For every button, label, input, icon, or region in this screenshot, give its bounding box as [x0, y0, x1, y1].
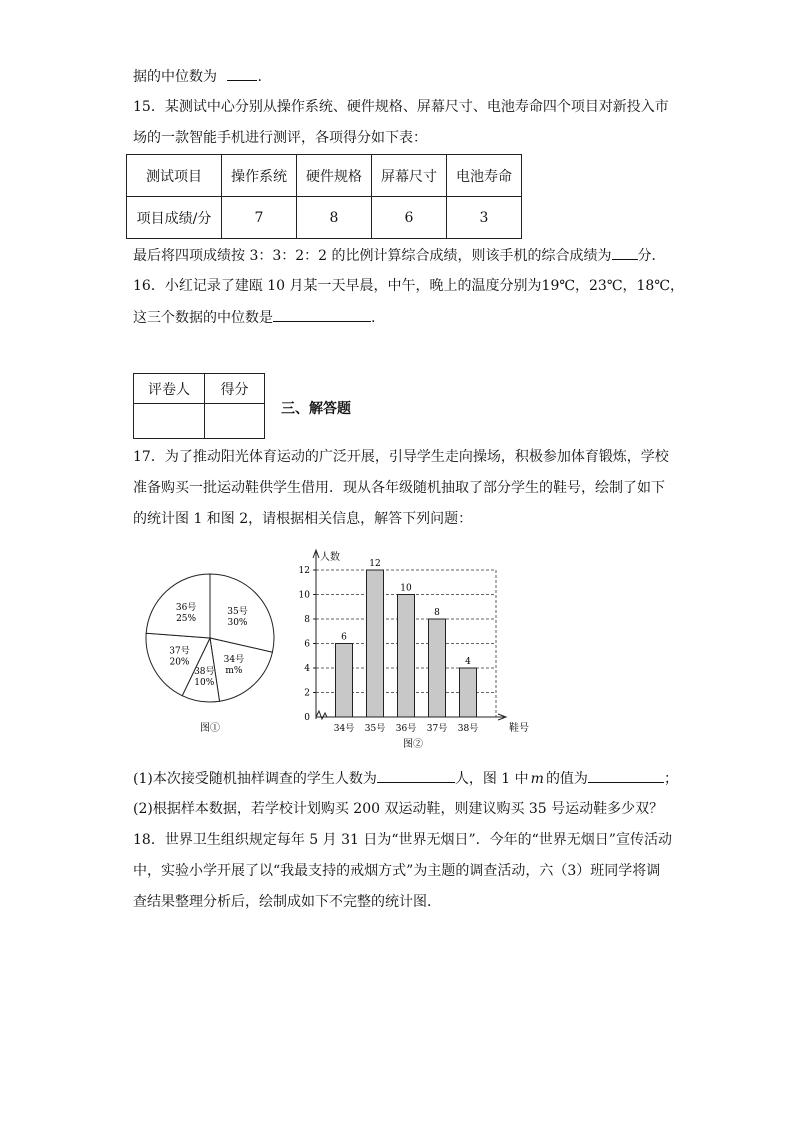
x-tick-label: 38号: [457, 724, 479, 734]
table-row: [134, 404, 265, 439]
y-tick-label: 6: [304, 639, 310, 650]
bar-value-label: 12: [369, 559, 381, 569]
separator: ，: [622, 278, 637, 294]
punctuation: ；: [663, 771, 678, 787]
table-header-cell: 测试项目: [127, 155, 222, 197]
q17-line1: 17．为了推动阳光体育运动的广泛开展，引导学生走向操场，积极参加体育锻炼，学校: [133, 449, 669, 465]
q18-line3: 查结果整理分析后，绘制成如下不完整的统计图．: [133, 894, 441, 910]
q15-line3-unit: 分．: [637, 248, 666, 264]
q17-sub1-text: 的值为: [545, 771, 588, 787]
x-tick-label: 34号: [333, 724, 355, 734]
table-cell: 7: [222, 197, 297, 239]
pie-slice-label: 37号: [169, 646, 190, 657]
temp-value: 18℃: [636, 278, 670, 294]
q18-line1: 18．世界卫生组织规定每年 5 月 31 日为“世界无烟日”．今年的“世界无烟日”宣传活动: [133, 832, 672, 848]
x-axis-label: 鞋号: [509, 723, 529, 734]
variable-m: m: [530, 771, 544, 787]
q17-sub1: [133, 768, 678, 789]
table-cell: 6: [372, 197, 447, 239]
prev-question-tail: [133, 66, 262, 87]
bar-value-label: 4: [465, 657, 471, 667]
q15-line1: 15．某测试中心分别从操作系统、硬件规格、屏幕尺寸、电池寿命四个项目对新投入市: [133, 99, 669, 115]
pie-slice-label: 35号: [227, 607, 248, 618]
answer-blank: [612, 245, 638, 260]
separator: ，: [575, 278, 590, 294]
bar: [336, 644, 353, 718]
temp-value: 23℃: [589, 278, 623, 294]
prev-question-text: 据的中位数为: [133, 69, 217, 85]
bar-value-label: 8: [434, 608, 440, 618]
q16-line2: [133, 307, 375, 328]
q17-line3: 的统计图 1 和图 2，请根据相关信息，解答下列问题：: [133, 511, 473, 527]
pie-slice-label: 38号: [194, 667, 215, 677]
q17-line2: 准备购买一批运动鞋供学生借用．现从各年级随机抽取了部分学生的鞋号，绘制了如下: [133, 480, 665, 496]
answer-blank: [227, 66, 257, 81]
grader-cell[interactable]: [134, 404, 205, 439]
q15-line2: 场的一款智能手机进行测评，各项得分如下表：: [133, 130, 427, 146]
bar: [398, 595, 415, 718]
temp-value: 19℃: [541, 278, 576, 294]
table-header-cell: 电池寿命: [447, 155, 522, 197]
pie-slice-value: 30%: [227, 618, 248, 629]
table-row-label: 项目成绩/分: [127, 197, 222, 239]
bar-value-label: 10: [400, 583, 412, 594]
axis-break: [316, 711, 327, 719]
q15-line3: [133, 245, 666, 266]
q16-line2-text: 这三个数据的中位数是: [133, 310, 273, 326]
section-title: 三、解答题: [281, 401, 351, 417]
pie-slice-value: 25%: [176, 614, 197, 625]
answer-blank: [273, 307, 371, 322]
pie-chart: [146, 574, 274, 702]
q17-sub1-text: 人，图 1 中: [454, 771, 529, 787]
punctuation: .: [371, 310, 376, 326]
y-axis-label: 人数: [320, 552, 340, 563]
q15-line3-text: 最后将四项成绩按 3：3：2：2 的比例计算综合成绩，则该手机的综合成绩为: [133, 248, 612, 264]
q17-sub2: (2)根据样本数据，若学校计划购买 200 双运动鞋，则建议购买 35 号运动鞋多少双？: [133, 801, 664, 817]
q16-line1: [133, 276, 684, 296]
table-row: [127, 155, 522, 197]
bar: [429, 619, 446, 717]
y-tick-label: 8: [304, 615, 310, 625]
y-tick-label: 0: [304, 713, 310, 723]
answer-blank: [377, 768, 455, 783]
grader-table: [133, 373, 265, 439]
x-tick-label: 37号: [426, 724, 448, 734]
x-tick-label: 35号: [364, 724, 386, 734]
y-tick-label: 2: [304, 688, 310, 699]
q17-sub1-text: (1)本次接受随机抽样调查的学生人数为: [133, 771, 377, 787]
pie-slice-value: 20%: [169, 657, 190, 668]
bar-chart: [299, 550, 529, 734]
separator: ，: [669, 278, 684, 294]
x-tick-label: 36号: [395, 724, 417, 734]
grader-header: 评卷人: [134, 374, 205, 404]
table-row: [127, 197, 522, 239]
bar-caption: 图②: [403, 739, 423, 750]
table-header-cell: 操作系统: [222, 155, 297, 197]
y-tick-label: 10: [298, 590, 310, 601]
table-header-cell: 硬件规格: [297, 155, 372, 197]
score-header: 得分: [205, 374, 265, 404]
bar: [460, 668, 477, 717]
score-table: [126, 154, 522, 239]
pie-slice-value: 10%: [194, 678, 215, 688]
score-cell[interactable]: [205, 404, 265, 439]
punctuation: .: [257, 69, 262, 85]
table-row: [134, 374, 265, 404]
table-header-cell: 屏幕尺寸: [372, 155, 447, 197]
bar-value-label: 6: [341, 632, 347, 643]
bar: [367, 570, 384, 717]
table-cell: 8: [297, 197, 372, 239]
y-tick-label: 4: [304, 664, 310, 674]
pie-slice-value: m%: [225, 665, 243, 676]
pie-slice-label: 34号: [223, 654, 245, 665]
q16-line1-text: 16．小红记录了建瓯 10 月某一天早晨，中午，晚上的温度分别为: [133, 278, 542, 294]
pie-slice-label: 36号: [175, 603, 197, 614]
answer-blank: [588, 768, 664, 783]
statistics-figures: [0, 537, 794, 752]
pie-caption: 图①: [200, 723, 220, 734]
table-cell: 3: [447, 197, 522, 239]
q18-line2: 中，实验小学开展了以“我最支持的戒烟方式”为主题的调查活动，六（3）班同学将调: [133, 863, 661, 879]
y-tick-label: 12: [298, 566, 310, 576]
